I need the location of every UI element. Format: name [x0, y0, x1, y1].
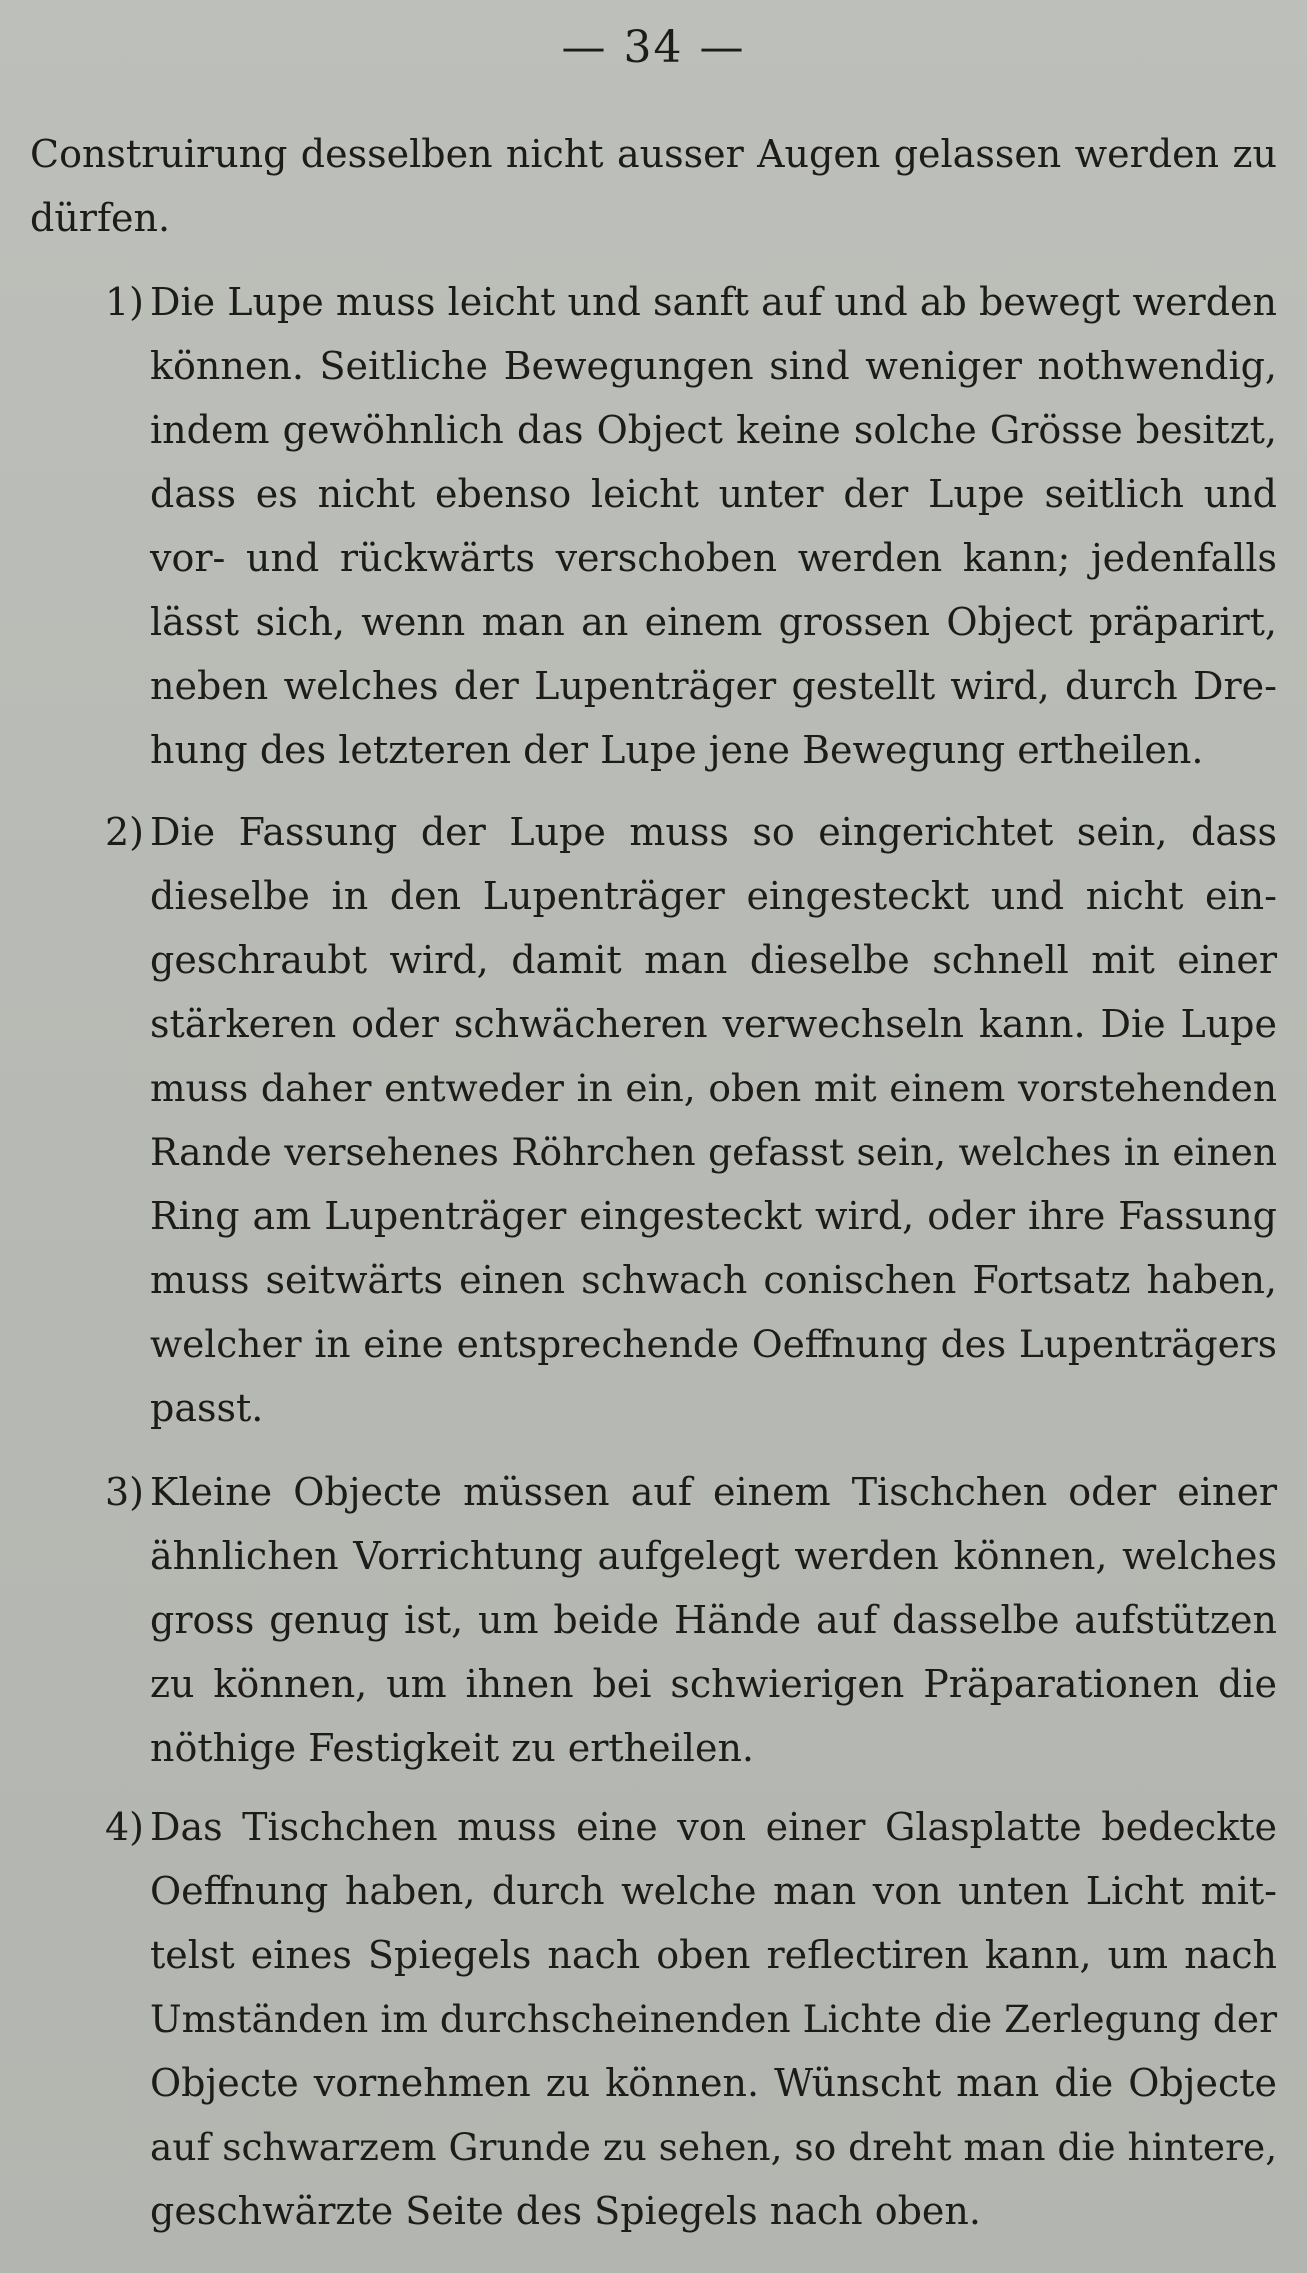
text-line: Das Tischchen muss eine von einer Glasplatte bedeckte	[150, 1805, 1277, 1849]
item-text	[150, 1795, 1277, 2243]
text-line: muss seitwärts einen schwach conischen Fortsatz haben,	[150, 1258, 1277, 1302]
item-text	[150, 1460, 1277, 1780]
text-line: zu können, um ihnen bei schwierigen Präparationen die	[150, 1662, 1277, 1706]
item-text	[150, 270, 1277, 782]
text-line: Objecte vornehmen zu können. Wünscht man die Objecte	[150, 2061, 1277, 2105]
text-line: neben welches der Lupenträger gestellt wird, durch Dre-	[150, 664, 1277, 708]
text-line: Rande versehenes Röhrchen gefasst sein, welches in einen	[150, 1130, 1277, 1174]
text-line: Construirung desselben nicht ausser Augen gelassen werden zu	[30, 132, 1277, 176]
page-number: — 34 —	[561, 22, 746, 73]
text-line: Die Fassung der Lupe muss so eingerichtet sein, dass	[150, 810, 1277, 854]
text-line: Oeffnung haben, durch welche man von unten Licht mit-	[150, 1869, 1277, 1913]
text-line: nöthige Festigkeit zu ertheilen.	[150, 1726, 754, 1770]
item-number: 3)	[104, 1470, 144, 1514]
text-line: Kleine Objecte müssen auf einem Tischchen oder einer	[150, 1470, 1277, 1514]
text-line: vor- und rückwärts verschoben werden kann; jedenfalls	[150, 536, 1277, 580]
item-number: 1)	[104, 280, 144, 324]
item-text	[150, 800, 1277, 1440]
item-number: 2)	[104, 810, 144, 854]
text-line: geschwärzte Seite des Spiegels nach oben.	[150, 2189, 981, 2233]
text-line: muss daher entweder in ein, oben mit einem vorstehenden	[150, 1066, 1277, 1110]
text-line: dieselbe in den Lupenträger eingesteckt und nicht ein-	[150, 874, 1277, 918]
text-line: können. Seitliche Bewegungen sind weniger nothwendig,	[150, 344, 1277, 388]
text-line: lässt sich, wenn man an einem grossen Object präparirt,	[150, 600, 1277, 644]
item-number: 4)	[104, 1805, 144, 1849]
text-line: Umständen im durchscheinenden Lichte die Zerlegung der	[150, 1997, 1277, 2041]
intro-paragraph	[30, 122, 1277, 250]
text-line: Ring am Lupenträger eingesteckt wird, oder ihre Fassung	[150, 1194, 1277, 1238]
text-line: passt.	[150, 1386, 264, 1430]
text-line: ähnlichen Vorrichtung aufgelegt werden können, welches	[150, 1534, 1277, 1578]
text-line: hung des letzteren der Lupe jene Bewegung ertheilen.	[150, 728, 1204, 772]
text-line: dürfen.	[30, 196, 171, 240]
text-line: gross genug ist, um beide Hände auf dasselbe aufstützen	[150, 1598, 1277, 1642]
text-line: auf schwarzem Grunde zu sehen, so dreht man die hintere,	[150, 2125, 1278, 2169]
text-line: telst eines Spiegels nach oben reflectiren kann, um nach	[150, 1933, 1277, 1977]
text-line: dass es nicht ebenso leicht unter der Lupe seitlich und	[150, 472, 1277, 516]
text-line: stärkeren oder schwächeren verwechseln kann. Die Lupe	[150, 1002, 1277, 1046]
text-line: Die Lupe muss leicht und sanft auf und ab bewegt werden	[150, 280, 1277, 324]
text-line: geschraubt wird, damit man dieselbe schnell mit einer	[150, 938, 1277, 982]
text-line: indem gewöhnlich das Object keine solche Grösse besitzt,	[150, 408, 1277, 452]
text-line: welcher in eine entsprechende Oeffnung des Lupenträgers	[150, 1322, 1277, 1366]
